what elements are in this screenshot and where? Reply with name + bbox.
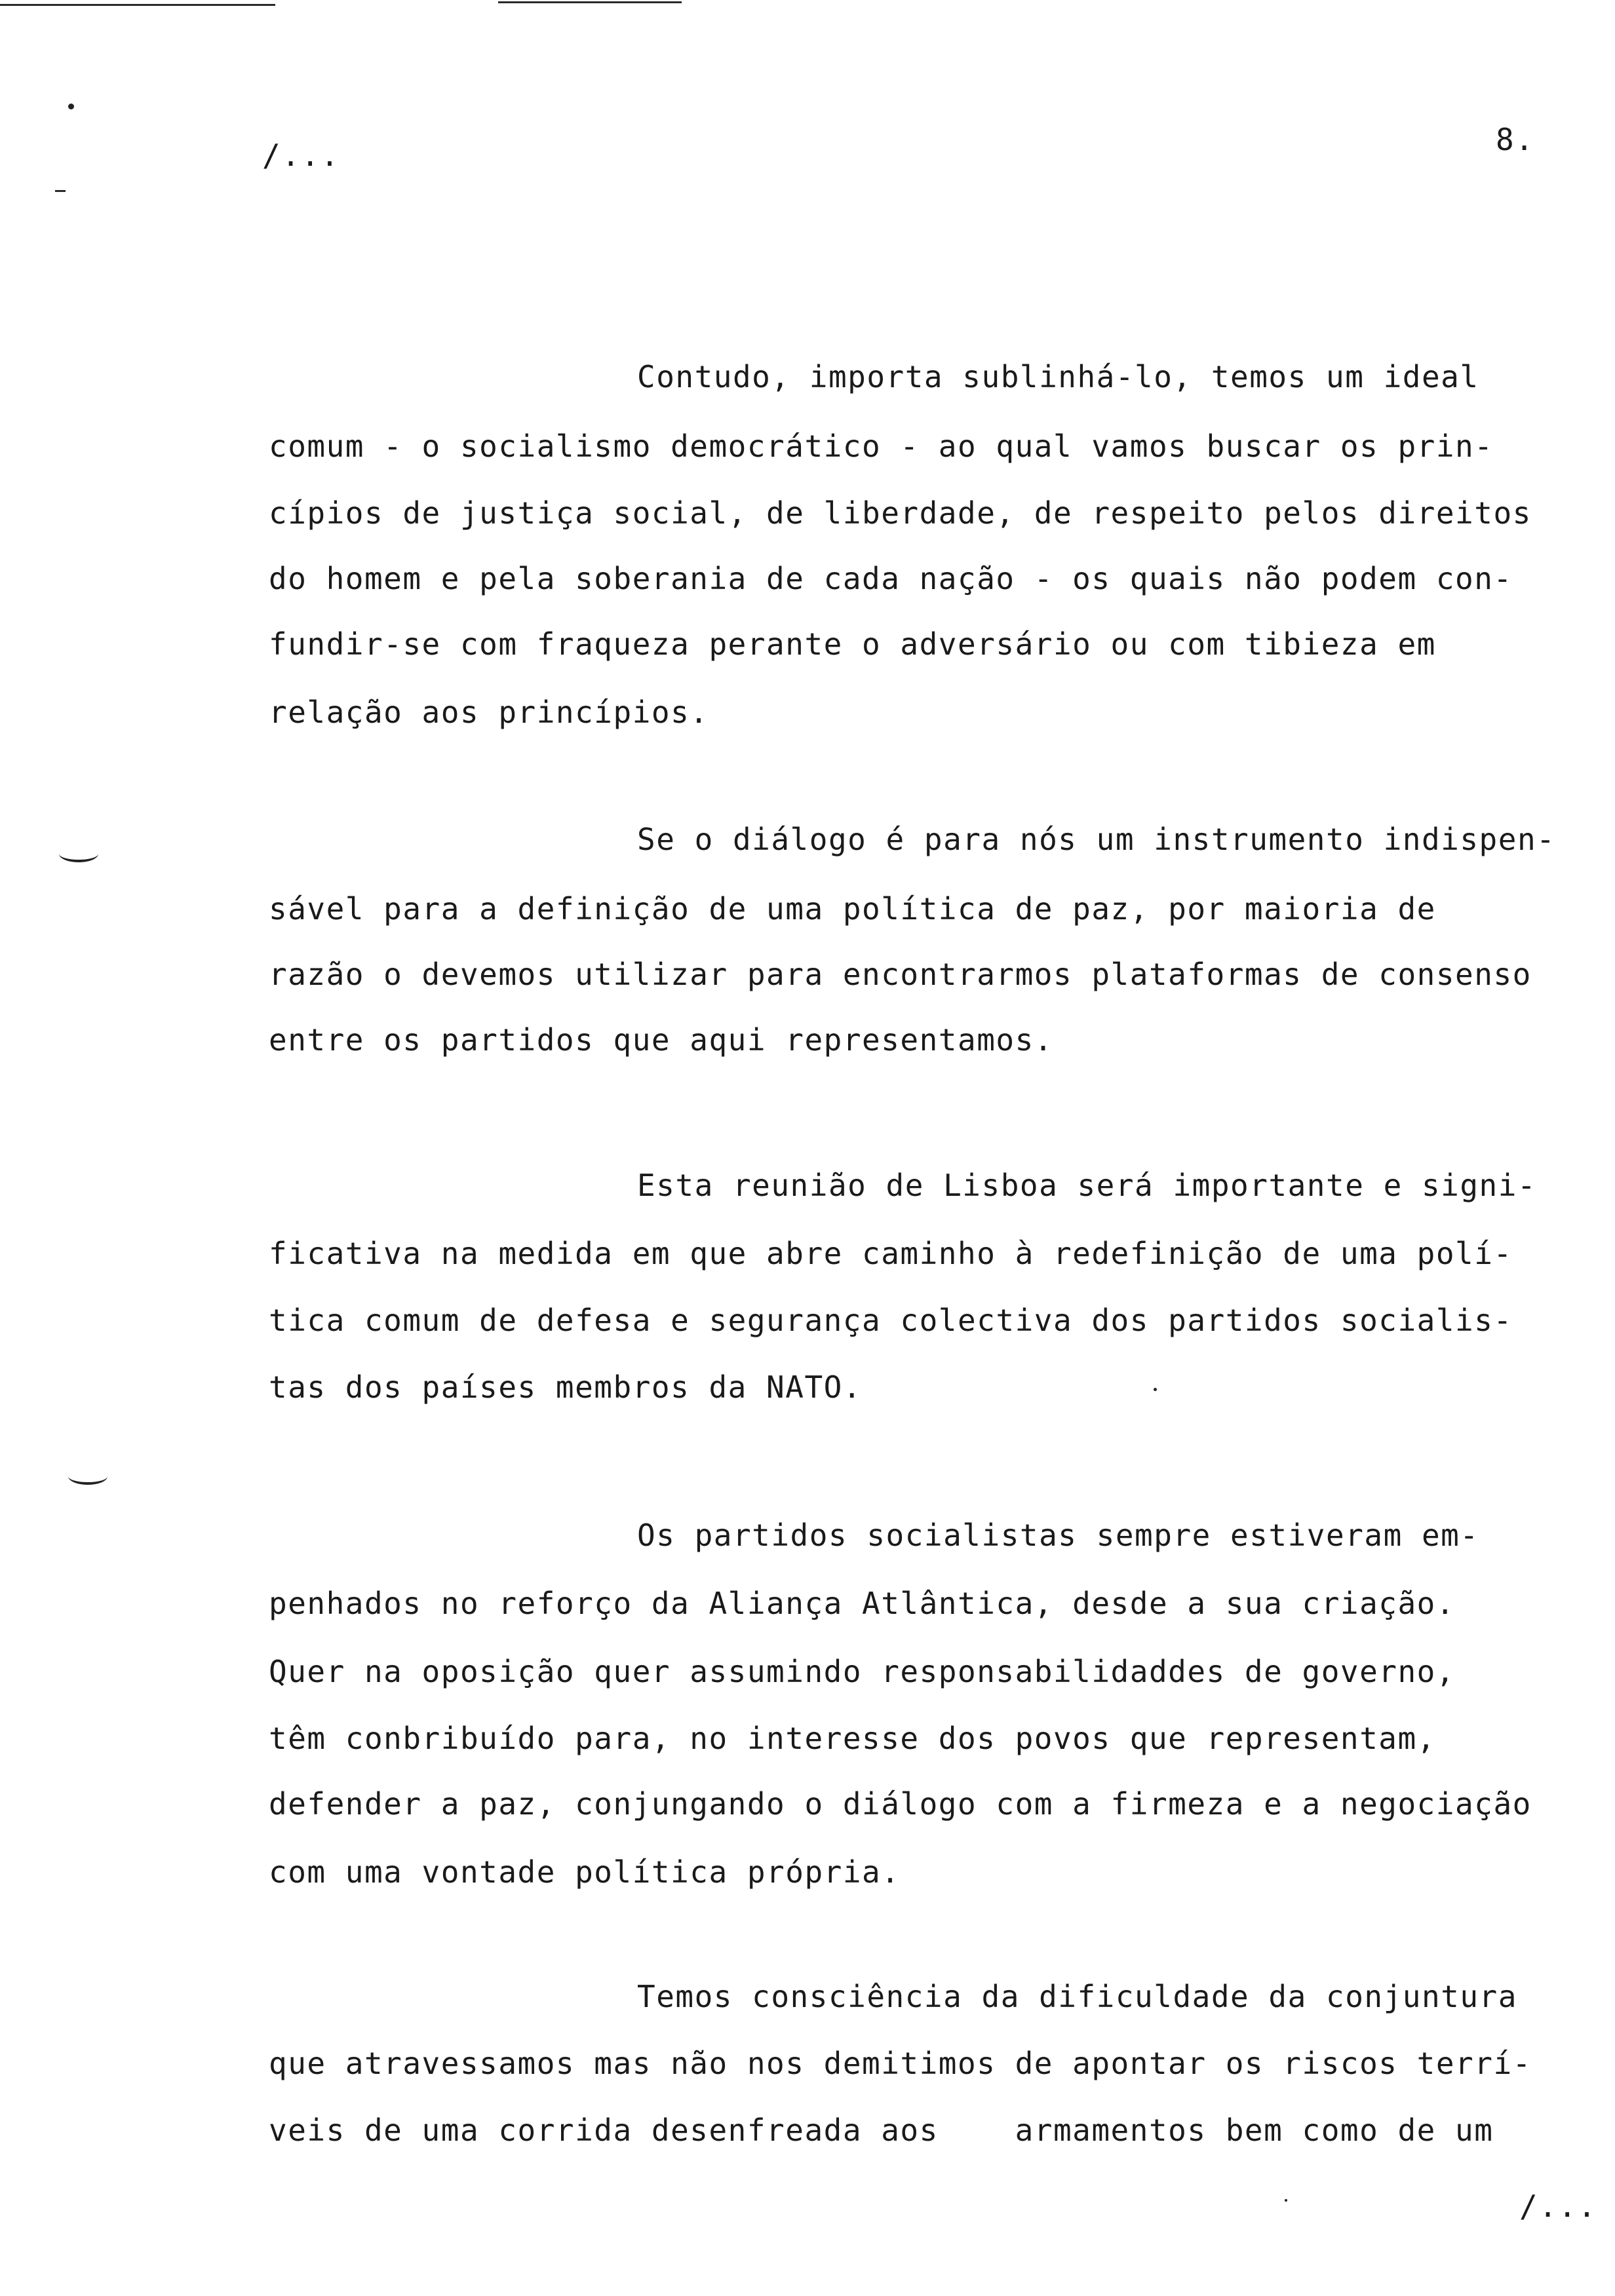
paragraph-3-line-4: tas dos países membros da NATO.: [269, 1369, 863, 1405]
paragraph-2-line-2: sável para a definição de uma política de paz, por maioria de: [269, 891, 1436, 927]
paragraph-1-line-2: comum - o socialismo democrático - ao qual vamos buscar os prin-: [269, 429, 1494, 464]
scan-artifact-dash: [55, 190, 66, 192]
footer-continuation-mark: /...: [1519, 2189, 1597, 2224]
paragraph-5-line-3: veis de uma corrida desenfreada aos armamentos bem como de um: [269, 2113, 1494, 2148]
paragraph-4-line-3: Quer na oposição quer assumindo responsabilidaddes de governo,: [269, 1654, 1456, 1689]
paragraph-3-line-2: ficativa na medida em que abre caminho à redefinição de uma polí-: [269, 1236, 1513, 1271]
paragraph-4-line-6: com uma vontade política própria.: [269, 1854, 901, 1890]
paragraph-4-line-2: penhados no reforço da Aliança Atlântica, desde a sua criação.: [269, 1586, 1456, 1621]
paragraph-1-line-4: do homem e pela soberania de cada nação - os quais não podem con-: [269, 561, 1513, 596]
paragraph-5-line-1: Temos consciência da dificuldade da conjuntura: [637, 1979, 1517, 2014]
paragraph-2-line-1: Se o diálogo é para nós um instrumento indispen-: [637, 822, 1556, 857]
paragraph-3-line-3: tica comum de defesa e segurança colectiva dos partidos socialis-: [269, 1303, 1513, 1338]
paragraph-3-line-1: Esta reunião de Lisboa será importante e signi-: [637, 1168, 1537, 1203]
page-number: 8.: [1496, 122, 1535, 157]
header-continuation-mark: /...: [262, 138, 340, 173]
scan-artifact-dot-small: [1154, 1388, 1157, 1391]
binding-mark-icon: [59, 845, 98, 862]
scan-artifact-top-left: [0, 4, 275, 6]
paragraph-4-line-4: têm conbribuído para, no interesse dos povos que representam,: [269, 1721, 1436, 1756]
paragraph-1-line-6: relação aos princípios.: [269, 695, 709, 730]
paragraph-2-line-3: razão o devemos utilizar para encontrarmos plataformas de consenso: [269, 957, 1532, 992]
binding-mark-icon: [68, 1468, 107, 1485]
paragraph-2-line-4: entre os partidos que aqui representamos.: [269, 1022, 1053, 1058]
paragraph-4-line-5: defender a paz, conjungando o diálogo com a firmeza e a negociação: [269, 1786, 1532, 1822]
paragraph-5-line-2: que atravessamos mas não nos demitimos de apontar os riscos terrí-: [269, 2046, 1532, 2081]
scan-artifact-top-center: [498, 1, 682, 3]
paragraph-1-line-5: fundir-se com fraqueza perante o adversário ou com tibieza em: [269, 626, 1436, 662]
paragraph-1-line-3: cípios de justiça social, de liberdade, de respeito pelos direitos: [269, 495, 1532, 531]
paragraph-1-line-1: Contudo, importa sublinhá-lo, temos um ideal: [637, 359, 1479, 394]
scan-artifact-dot-bottom: [1285, 2199, 1287, 2202]
paragraph-4-line-1: Os partidos socialistas sempre estiveram em-: [637, 1518, 1479, 1553]
scan-artifact-dot: [68, 104, 74, 109]
